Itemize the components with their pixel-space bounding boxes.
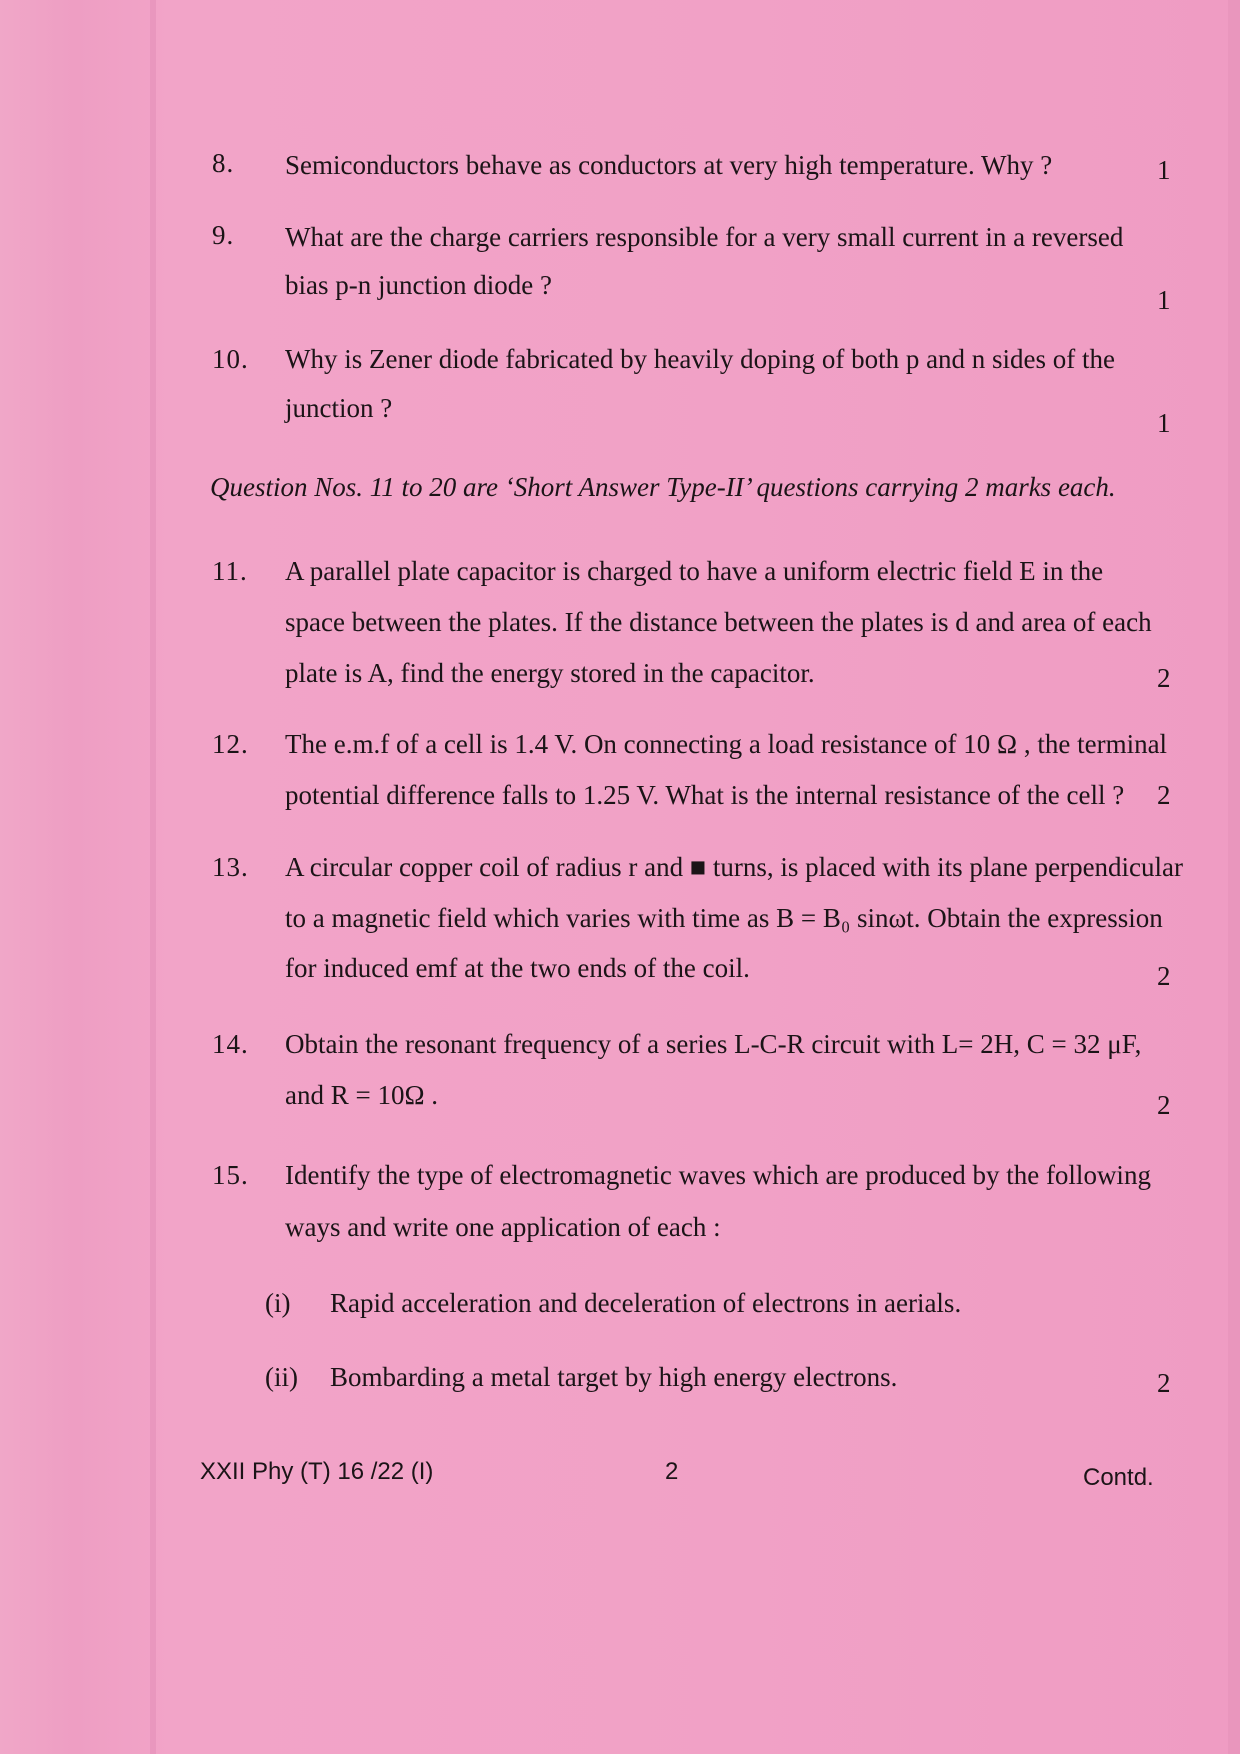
question-text: potential difference falls to 1.25 V. What is the internal resistance of the cell ? xyxy=(285,780,1125,810)
question-text: The e.m.f of a cell is 1.4 V. On connecting a load resistance of 10 Ω , the terminal xyxy=(285,729,1168,759)
page-number: 2 xyxy=(665,1458,679,1485)
question-number: 15. xyxy=(212,1160,249,1190)
question-number: 13. xyxy=(212,852,249,882)
section-instruction: Question Nos. 11 to 20 are ‘Short Answer Type-II’ questions carrying 2 marks each. xyxy=(210,472,1116,502)
continued-label: Contd. xyxy=(1083,1464,1154,1491)
question-marks: 2 xyxy=(1157,1368,1171,1398)
question-text: Identify the type of electromagnetic waves which are produced by the following xyxy=(285,1160,1151,1190)
subitem-number: (ii) xyxy=(265,1362,298,1392)
question-text: plate is A, find the energy stored in the capacitor. xyxy=(285,658,815,688)
question-marks: 1 xyxy=(1157,285,1171,315)
question-marks: 1 xyxy=(1157,408,1171,438)
question-text: Semiconductors behave as conductors at very high temperature. Why ? xyxy=(285,150,1053,180)
question-number: 10. xyxy=(212,344,249,374)
paper-code: XXII Phy (T) 16 /22 (I) xyxy=(200,1458,434,1485)
question-text: What are the charge carriers responsible for a very small current in a reversed xyxy=(285,222,1124,252)
question-text: space between the plates. If the distance between the plates is d and area of each xyxy=(285,607,1152,637)
question-number: 11. xyxy=(212,556,248,586)
question-text: A parallel plate capacitor is charged to have a uniform electric field E in the xyxy=(285,556,1104,586)
question-number: 14. xyxy=(212,1029,249,1059)
question-text: Why is Zener diode fabricated by heavily doping of both p and n sides of the xyxy=(285,344,1116,374)
subitem-number: (i) xyxy=(265,1288,291,1318)
question-marks: 2 xyxy=(1157,663,1171,693)
question-text: to a magnetic field which varies with time as B = B₀ sinωt. Obtain the expression xyxy=(285,903,1163,933)
question-text: for induced emf at the two ends of the coil. xyxy=(285,953,750,983)
question-marks: 2 xyxy=(1157,1090,1171,1120)
question-text: and R = 10Ω . xyxy=(285,1080,439,1110)
subitem-text: Bombarding a metal target by high energy electrons. xyxy=(330,1362,898,1392)
subitem-text: Rapid acceleration and deceleration of electrons in aerials. xyxy=(330,1288,962,1318)
question-marks: 2 xyxy=(1157,961,1171,991)
question-marks: 1 xyxy=(1157,155,1171,185)
question-number: 9. xyxy=(212,220,235,250)
question-text: junction ? xyxy=(285,393,393,423)
question-marks: 2 xyxy=(1157,780,1171,810)
question-number: 12. xyxy=(212,729,249,759)
question-text: ways and write one application of each : xyxy=(285,1212,721,1242)
question-text: bias p-n junction diode ? xyxy=(285,270,552,300)
question-text: A circular copper coil of radius r and ■ turns, is placed with its plane perpendicular xyxy=(285,852,1184,882)
question-number: 8. xyxy=(212,148,235,178)
question-text: Obtain the resonant frequency of a series L-C-R circuit with L= 2H, C = 32 μF, xyxy=(285,1029,1142,1059)
